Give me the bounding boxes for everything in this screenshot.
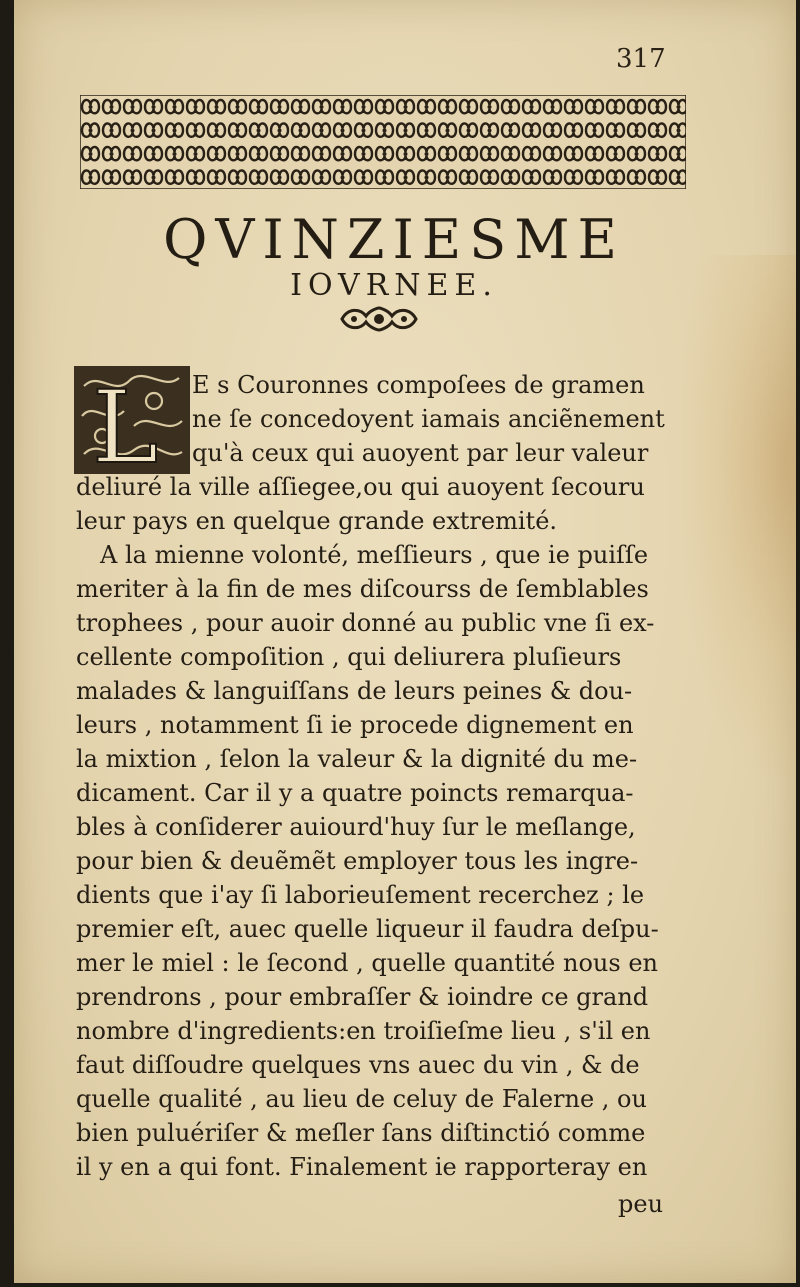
- chapter-subtitle: IOVRNEE.: [290, 268, 498, 303]
- catchword: peu: [618, 1190, 664, 1218]
- page-number: 317: [616, 44, 666, 74]
- text-line: dicament. Car il y a quatre poincts remarqua-: [76, 779, 634, 807]
- text-line: nombre d'ingredients:en troiſieſme lieu , s'il en: [76, 1017, 651, 1045]
- text-line: A la mienne volonté, meſſieurs , que ie puiſſe: [100, 541, 649, 569]
- text-line: ne ſe concedoyent iamais anciẽnement: [192, 405, 665, 433]
- water-stain: [681, 255, 796, 775]
- fleuron-ornament: [334, 304, 424, 334]
- text-line: trophees , pour auoir donné au public vne ſi ex-: [76, 609, 655, 637]
- text-line: faut diſſoudre quelques vns auec du vin , & de: [76, 1051, 640, 1079]
- book-page: [14, 0, 796, 1283]
- text-line: meriter à la fin de mes diſcourss de ſemblables: [76, 575, 649, 603]
- text-line: leur pays en quelque grande extremité.: [76, 507, 558, 535]
- chapter-title: QVINZIESME: [163, 208, 625, 271]
- text-line: cellente compoſition , qui deliurera pluſieurs: [76, 643, 622, 671]
- text-line: bien puluériſer & meſler ſans diſtinctió comme: [76, 1119, 646, 1147]
- text-line: bles à conſiderer auiourd'huy ſur le meſlange,: [76, 813, 636, 841]
- text-line: pour bien & deuẽmẽt employer tous les ingre-: [76, 847, 639, 875]
- text-line: malades & languiſſans de leurs peines & dou-: [76, 677, 633, 705]
- text-line: la mixtion , ſelon la valeur & la dignité du me-: [76, 745, 638, 773]
- text-line: leurs , notamment ſi ie procede dignement en: [76, 711, 634, 739]
- text-line: dients que i'ay ſi laborieuſement recerchez ; le: [76, 881, 645, 909]
- text-line: prendrons , pour embraſſer & ioindre ce grand: [76, 983, 649, 1011]
- text-line: E s Couronnes compoſees de gramen: [192, 371, 645, 399]
- text-line: premier eſt, auec quelle liqueur il faudra deſpu-: [76, 915, 659, 943]
- svg-text:L: L: [92, 369, 159, 474]
- text-line: deliuré la ville aſſiegee,ou qui auoyent ſecouru: [76, 473, 645, 501]
- decorated-initial: [74, 366, 190, 474]
- text-line: quelle qualité , au lieu de celuy de Falerne , ou: [76, 1085, 647, 1113]
- text-line: mer le miel : le ſecond , quelle quantité nous en: [76, 949, 658, 977]
- text-line: qu'à ceux qui auoyent par leur valeur: [192, 439, 649, 467]
- text-line: il y en a qui font. Finalement ie rapporteray en: [76, 1153, 648, 1181]
- ornamental-headpiece: [80, 95, 686, 189]
